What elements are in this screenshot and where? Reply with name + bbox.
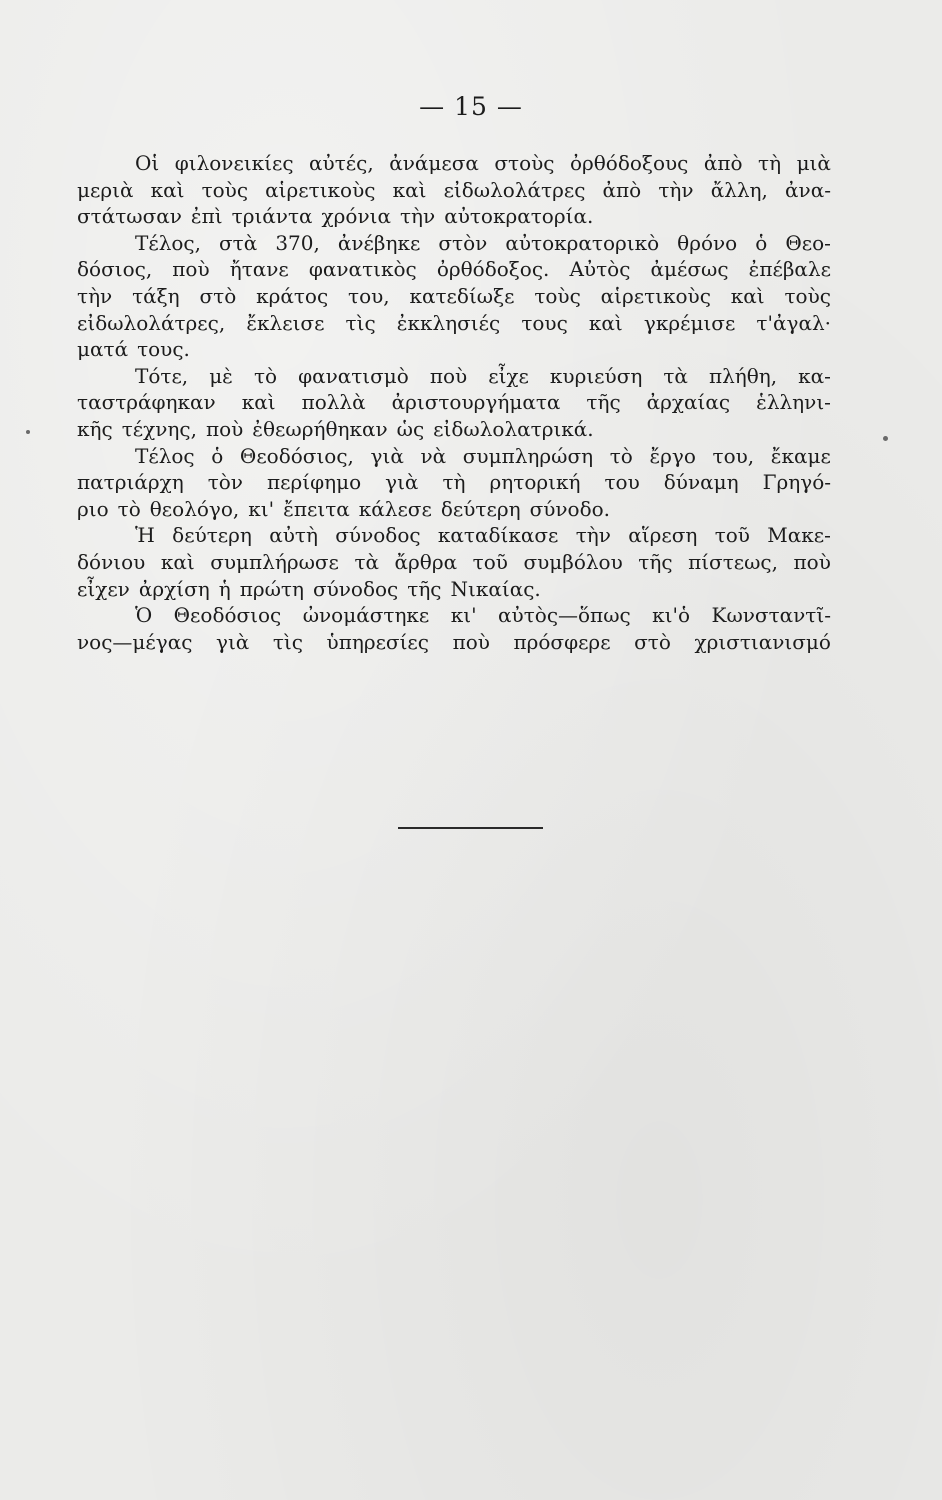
- text-line: [77, 576, 831, 603]
- word: κάλεσε: [358, 496, 432, 521]
- word: φιλονεικίες: [174, 151, 294, 175]
- word: ὀρθόδοξους: [569, 151, 689, 175]
- word: τὴ: [442, 470, 466, 495]
- word: τὰ: [354, 549, 380, 574]
- word: ὀρθόδοξος.: [436, 257, 550, 282]
- word: θεολόγο,: [149, 496, 240, 521]
- word: τ'ἀγαλ·: [756, 310, 831, 335]
- word: ἀπὸ: [602, 177, 642, 202]
- word: ἔργο: [649, 443, 696, 468]
- word: ἀπὸ: [703, 151, 743, 175]
- word: σύνοδο.: [529, 496, 611, 521]
- word: αὐτὴ: [269, 523, 318, 548]
- word: δεύτερη: [440, 496, 521, 521]
- word: τὴν: [77, 283, 113, 308]
- word: ὠνομάστηκε: [302, 603, 430, 628]
- word: ἀνα-: [785, 177, 831, 202]
- word: τῆς: [638, 549, 673, 574]
- word: Θεοδόσιος: [173, 603, 282, 628]
- text-line: [77, 283, 831, 310]
- word: καταδίκασε: [437, 523, 559, 548]
- word: ἔκαμε: [770, 443, 831, 468]
- text-line: [77, 150, 831, 177]
- word: καὶ: [730, 283, 765, 308]
- word: συμπληρώση: [462, 443, 594, 468]
- text-line: [77, 310, 831, 337]
- word: δύναμη: [663, 470, 739, 495]
- word: ποὺ: [793, 549, 831, 574]
- text-line: [77, 363, 831, 390]
- text-line: [77, 602, 831, 629]
- word: καὶ: [392, 177, 427, 202]
- word: 370,: [275, 230, 320, 255]
- text-line: [77, 177, 831, 204]
- word: χριστιανισμό: [694, 629, 831, 654]
- word: τοὺς: [534, 283, 581, 308]
- word: Ἡ: [135, 523, 155, 548]
- word: τὸ: [117, 496, 141, 521]
- word: ἐθεωρήθηκαν: [252, 416, 388, 441]
- word: αἱρετικοὺς: [600, 283, 711, 308]
- word: καὶ: [160, 549, 195, 574]
- word: τὸ: [609, 443, 633, 468]
- word: του: [604, 470, 640, 495]
- word: τους.: [137, 337, 190, 362]
- word: Τότε,: [135, 363, 189, 388]
- word: τέχνης,: [121, 416, 197, 441]
- word: κυριεύση: [549, 363, 643, 388]
- word: τοῦ: [472, 549, 508, 574]
- word: ἀμέσως: [650, 257, 729, 282]
- text-line: [77, 389, 831, 416]
- word: στὸν: [438, 230, 488, 255]
- word: ὁ: [755, 230, 768, 255]
- word: εἶχε: [488, 363, 529, 388]
- text-line: [77, 336, 831, 363]
- word: ἀνέβηκε: [337, 230, 421, 255]
- word: Γρηγό-: [762, 470, 831, 495]
- word: ἔπειτα: [283, 496, 350, 521]
- word: στάτωσαν: [77, 204, 182, 229]
- word: ποὺ: [452, 629, 490, 654]
- word: στὸ: [199, 283, 237, 308]
- word: δεύτερη: [172, 523, 252, 548]
- word: ματά: [77, 337, 129, 362]
- word: φανατικὸς: [308, 257, 417, 282]
- text-line: [77, 203, 831, 230]
- word: ὑπηρεσίες: [326, 629, 429, 654]
- word: ὁ: [211, 443, 224, 468]
- word: στὸ: [634, 629, 671, 654]
- word: ὡς: [396, 416, 425, 441]
- ink-speck: [26, 430, 30, 434]
- word: αἵρεση: [628, 523, 698, 548]
- word: συμβόλου: [523, 549, 623, 574]
- word: δόσιος,: [77, 257, 153, 282]
- word: τὶς: [345, 310, 376, 335]
- word: Θεοδόσιος,: [239, 443, 354, 468]
- word: του,: [712, 443, 755, 468]
- word: Θεο-: [785, 230, 831, 255]
- word: τὴν: [575, 523, 611, 548]
- word: ἑλληνι-: [756, 390, 831, 415]
- word: εἶχεν: [77, 576, 130, 601]
- word: κα-: [798, 363, 831, 388]
- text-line: [77, 522, 831, 549]
- word: ριο: [77, 496, 109, 521]
- word: χρόνια: [321, 204, 391, 229]
- word: τοῦ: [714, 523, 750, 548]
- word: τοὺς: [784, 283, 831, 308]
- word: τὴ: [758, 151, 782, 175]
- word: θρόνο: [677, 230, 738, 255]
- section-divider-rule: [398, 827, 543, 829]
- ink-speck: [883, 436, 888, 441]
- word: αὐτοκρατορικὸ: [505, 230, 660, 255]
- word: γιὰ: [215, 629, 250, 654]
- word: πατριάρχη: [77, 470, 184, 495]
- word: Αὐτὸς: [569, 257, 631, 282]
- word: γκρέμισε: [643, 310, 736, 335]
- word: καὶ: [588, 310, 623, 335]
- text-line: [77, 230, 831, 257]
- text-line: [77, 469, 831, 496]
- word: ἐπὶ: [190, 204, 223, 229]
- word: γιὰ: [370, 443, 404, 468]
- word: τῆς: [407, 576, 442, 601]
- word: καὶ: [150, 177, 185, 202]
- word: γιὰ: [385, 470, 419, 495]
- word: στὰ: [219, 230, 258, 255]
- word: ἀρχίση: [138, 576, 210, 601]
- text-line: [77, 549, 831, 576]
- word: τὸ: [253, 363, 278, 388]
- word: περίφημο: [266, 470, 362, 495]
- word: μὲ: [209, 363, 233, 388]
- word: τῆς: [586, 390, 621, 415]
- word: Τέλος,: [135, 230, 201, 255]
- word: Μακε-: [767, 523, 831, 548]
- word: σύνοδος: [312, 576, 399, 601]
- word: Τέλος: [135, 443, 195, 468]
- word: αὐτοκρατορία.: [444, 204, 594, 229]
- word: τὶς: [272, 629, 303, 654]
- word: εἰδωλολατρικά.: [433, 416, 594, 441]
- word: κι'ὁ: [652, 603, 691, 628]
- word: αἱρετικοὺς: [265, 177, 376, 202]
- word: ρητορική: [489, 470, 581, 495]
- word: μεριὰ: [77, 177, 134, 202]
- word: τὴν: [399, 204, 436, 229]
- word: νὰ: [420, 443, 447, 468]
- word: ἄρθρα: [394, 549, 458, 574]
- word: ἐπέβαλε: [748, 257, 831, 282]
- word: Κωνσταντῖ-: [711, 603, 831, 628]
- word: ἄλλη,: [710, 177, 768, 202]
- word: μιὰ: [796, 151, 831, 175]
- word: αὐτὸς—ὅπως: [498, 603, 631, 628]
- page-number: — 15 —: [419, 92, 523, 121]
- word: κράτος: [256, 283, 329, 308]
- word: Ὁ: [135, 603, 153, 628]
- word: συμπλήρωσε: [210, 549, 339, 574]
- word: πρώτη: [239, 576, 304, 601]
- text-line: [77, 443, 831, 470]
- word: ἀνάμεσα: [389, 151, 479, 175]
- word: τάξη: [132, 283, 180, 308]
- text-line: [77, 629, 831, 656]
- word: αὐτές,: [309, 151, 374, 175]
- text-line: [77, 256, 831, 283]
- word: ἔκλεισε: [246, 310, 325, 335]
- word: ποὺ: [172, 257, 210, 282]
- word: ἀριστουργήματα: [391, 390, 561, 415]
- word: πλήθη,: [708, 363, 778, 388]
- word: δόνιου: [77, 549, 146, 574]
- word: Οἱ: [135, 151, 160, 175]
- word: ποὺ: [205, 416, 244, 441]
- word: τοὺς: [201, 177, 249, 202]
- text-line: [77, 416, 831, 443]
- text-line: [77, 496, 831, 523]
- word: κι': [248, 496, 275, 521]
- word: ταστράφηκαν: [77, 390, 216, 415]
- word: τὰ: [663, 363, 688, 388]
- word: πρόσφερε: [513, 629, 611, 654]
- word: σύνοδος: [335, 523, 421, 548]
- word: φανατισμὸ: [298, 363, 409, 388]
- word: Νικαίας.: [450, 576, 541, 601]
- word: ποὺ: [429, 363, 468, 388]
- word: κατεδίωξε: [409, 283, 515, 308]
- word: κῆς: [77, 416, 113, 441]
- word: τους: [521, 310, 568, 335]
- word: ἡ: [218, 576, 231, 601]
- word: νος—μέγας: [77, 629, 193, 654]
- word: τὴν: [658, 177, 694, 202]
- word: καὶ: [241, 390, 276, 415]
- word: του,: [348, 283, 390, 308]
- word: ἤτανε: [229, 257, 289, 282]
- body-text: [77, 150, 831, 655]
- word: τὸν: [207, 470, 243, 495]
- word: εἰδωλολάτρες,: [77, 310, 226, 335]
- word: στοὺς: [494, 151, 555, 175]
- word: κι': [450, 603, 477, 628]
- word: τριάντα: [231, 204, 313, 229]
- word: πολλὰ: [301, 390, 366, 415]
- word: ἐκκλησιές: [396, 310, 501, 335]
- word: εἰδωλολάτρες: [443, 177, 586, 202]
- word: πίστεως,: [688, 549, 778, 574]
- word: ἀρχαίας: [646, 390, 731, 415]
